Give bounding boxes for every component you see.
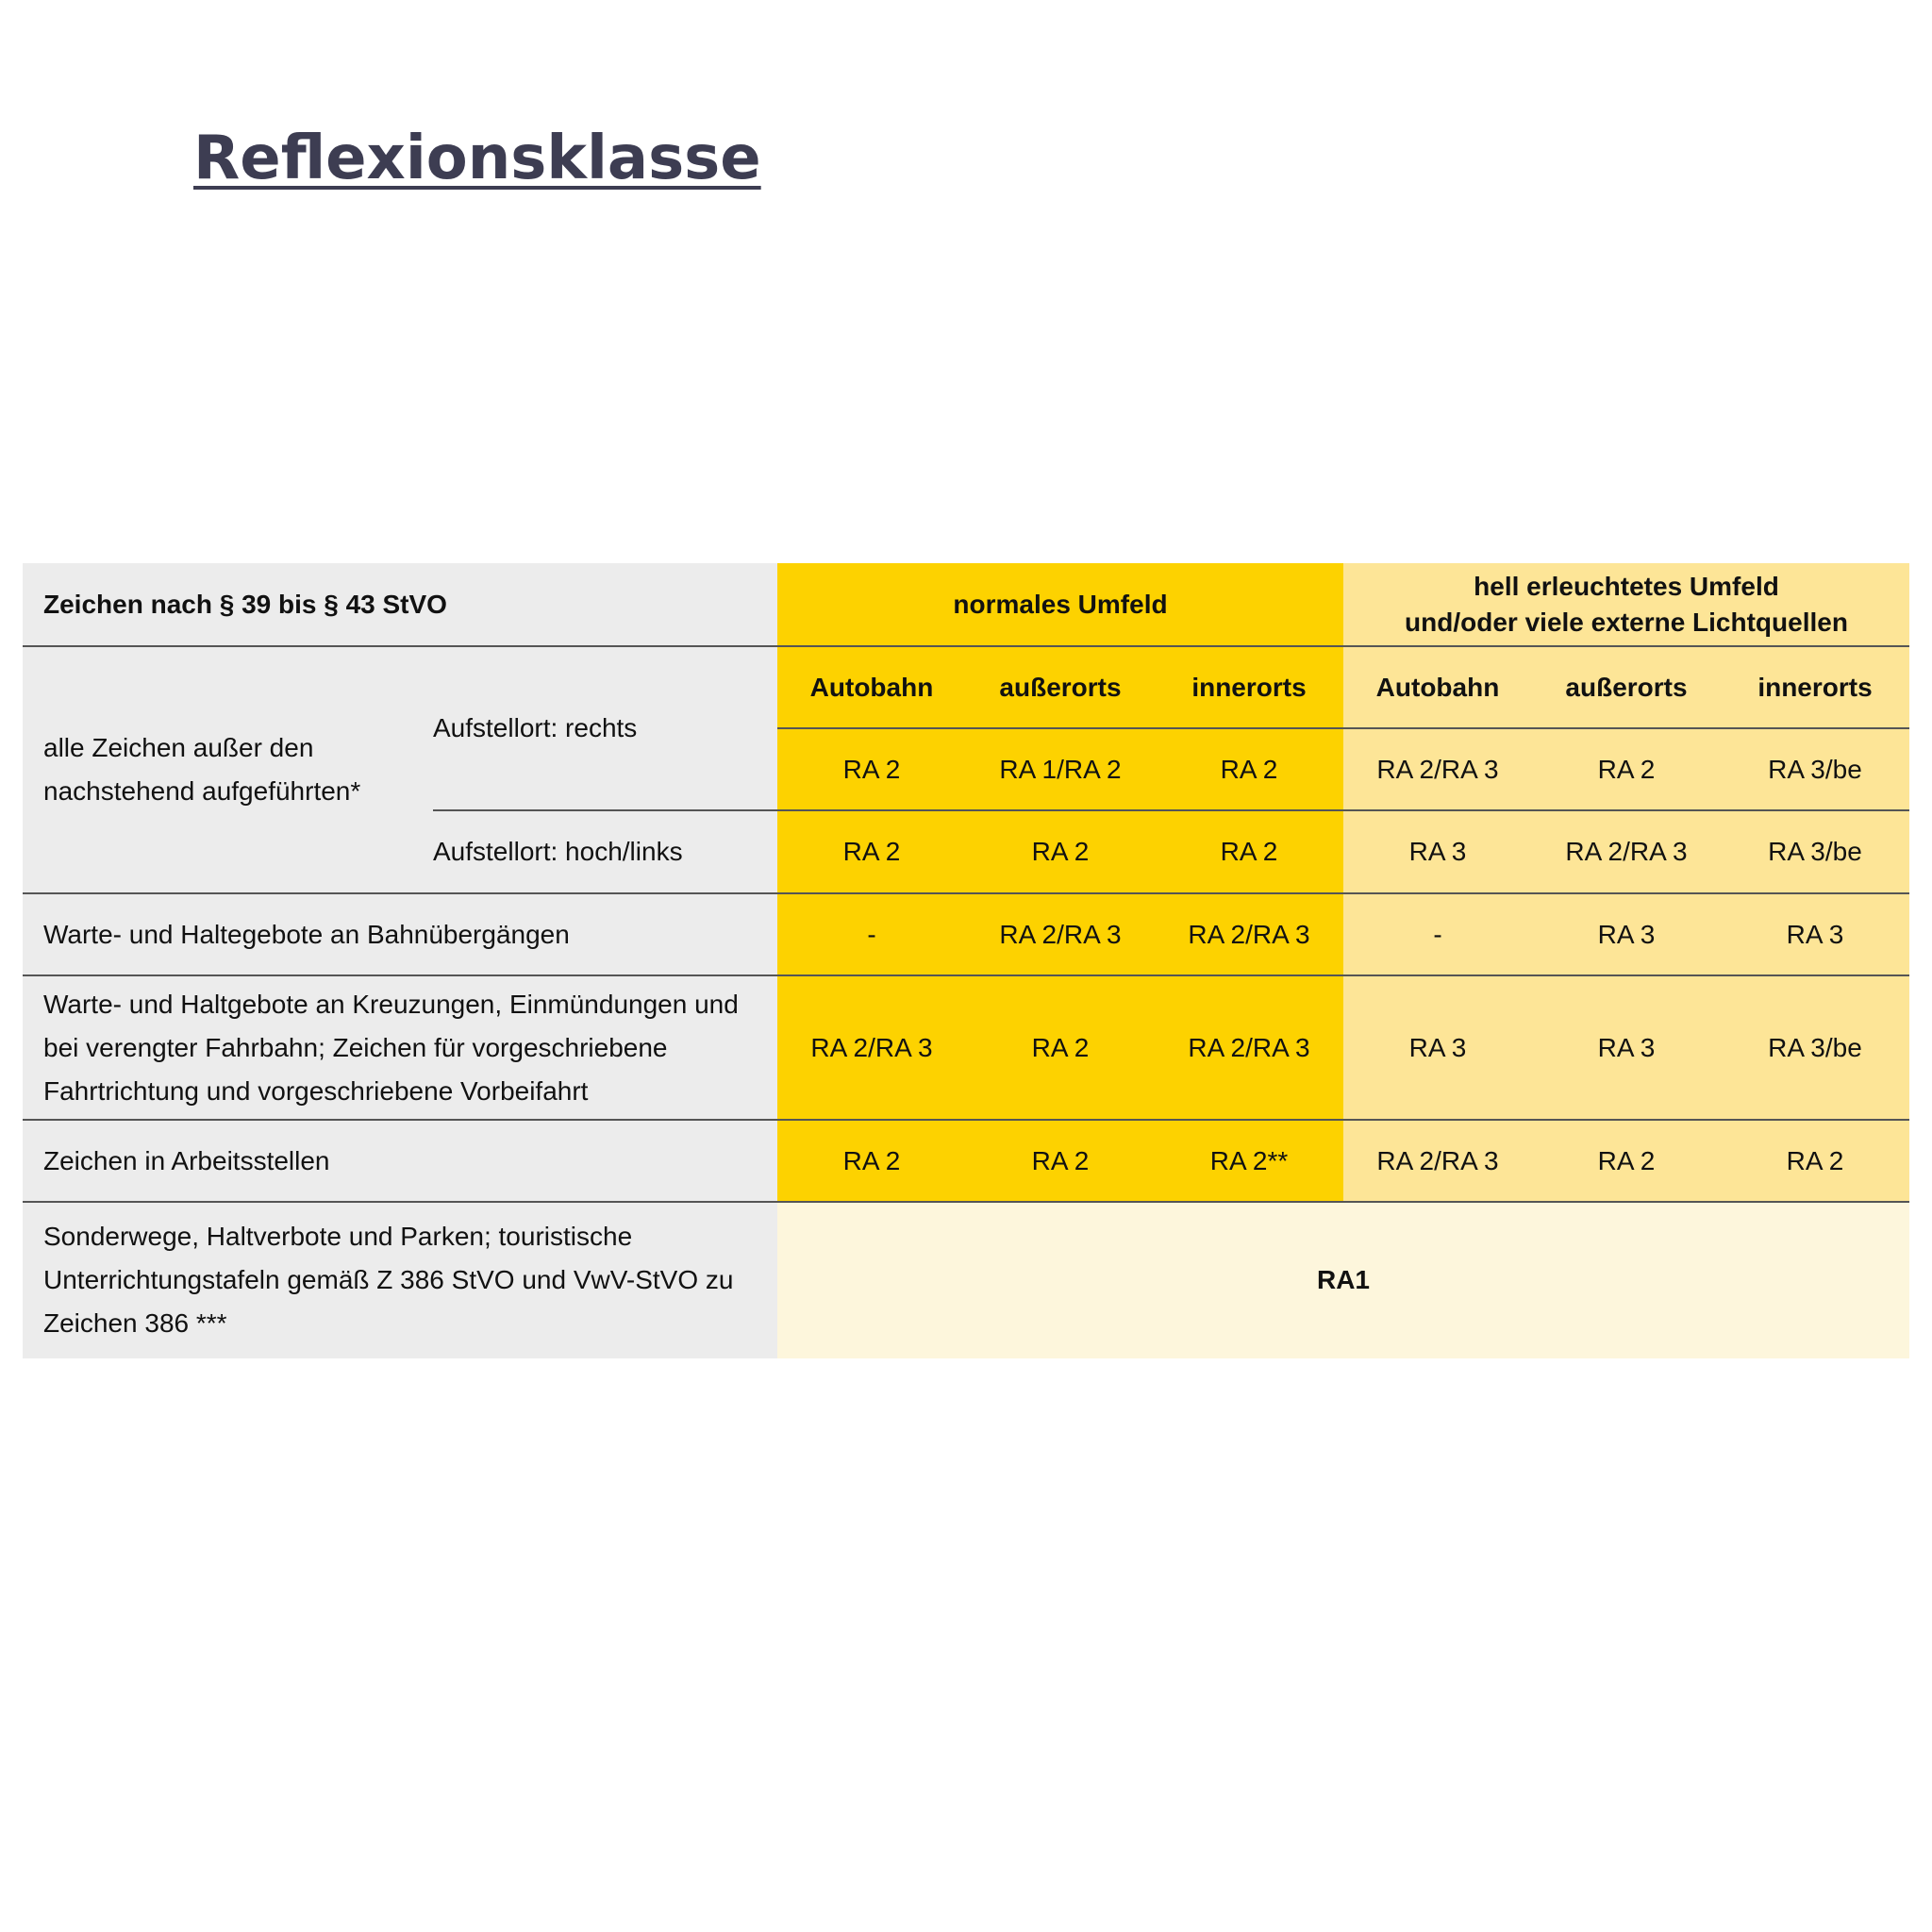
table-cell: RA 2/RA 3	[999, 919, 1122, 949]
group-header-bright	[1343, 563, 1909, 646]
table-cell: RA 3/be	[1768, 1032, 1862, 1062]
row-label: Warte- und Haltegebote an Bahnübergängen	[43, 919, 570, 949]
group-header-bright-line1: hell erleuchtetes Umfeld	[1474, 572, 1779, 601]
table-cell: RA 3/be	[1768, 836, 1862, 866]
row-label: alle Zeichen außer den nachstehend aufgeführten*	[43, 732, 361, 806]
table-cell: RA 3	[1408, 1032, 1467, 1062]
table-cell: RA 2/RA 3	[1188, 1032, 1310, 1062]
table-cell: RA 2	[1786, 1145, 1844, 1175]
table-cell: RA 2	[1597, 1145, 1656, 1175]
row-sublabel: Aufstellort: hoch/links	[433, 836, 683, 866]
row-sublabel: Aufstellort: rechts	[433, 713, 638, 742]
table-cell: RA 2/RA 3	[1565, 836, 1688, 866]
page-title: Reflexionsklasse	[193, 124, 761, 193]
table-cell-merged: RA1	[1316, 1265, 1370, 1294]
column-header: Autobahn	[809, 672, 934, 702]
table-cell: RA 2	[1031, 836, 1090, 866]
row-label: Sonderwege, Haltverbote und Parken; touristische Unterrichtungstafeln gemäß Z 386 StVO und VwV-StVO zu Zeichen 386 ***	[43, 1222, 734, 1338]
table-cell: RA 2**	[1209, 1145, 1289, 1175]
table-cell: RA 2	[1031, 1032, 1090, 1062]
table-cell: -	[867, 919, 876, 949]
column-header: außerorts	[1565, 672, 1688, 702]
table-cell: RA 2/RA 3	[810, 1032, 933, 1062]
table-cell: RA 2	[842, 836, 901, 866]
column-header: innerorts	[1757, 672, 1873, 702]
reflection-class-table	[23, 563, 1909, 1358]
column-header: innerorts	[1191, 672, 1307, 702]
table-cell: RA 3/be	[1768, 754, 1862, 784]
column-header: Autobahn	[1375, 672, 1500, 702]
row-label: Zeichen in Arbeitsstellen	[43, 1145, 330, 1175]
row-label: Warte- und Haltgebote an Kreuzungen, Einmündungen und bei verengter Fahrbahn; Zeichen für vorgeschriebene Fahrtrichtung und vorgeschriebene Vorbeifahrt	[43, 989, 739, 1106]
group-header-normal: normales Umfeld	[953, 590, 1168, 619]
header-corner: Zeichen nach § 39 bis § 43 StVO	[43, 590, 447, 619]
table-cell: RA 2	[1220, 754, 1278, 784]
table-cell: RA 1/RA 2	[999, 754, 1122, 784]
column-header: außerorts	[999, 672, 1122, 702]
table-cell: RA 3	[1786, 919, 1844, 949]
table-cell: RA 3	[1597, 919, 1656, 949]
table-cell: -	[1433, 919, 1442, 949]
table-cell: RA 2	[1031, 1145, 1090, 1175]
table-cell: RA 2/RA 3	[1376, 754, 1499, 784]
table-cell: RA 3	[1597, 1032, 1656, 1062]
group-header-bright-line2: und/oder viele externe Lichtquellen	[1405, 608, 1848, 637]
table-cell: RA 2/RA 3	[1376, 1145, 1499, 1175]
table-cell: RA 3	[1408, 836, 1467, 866]
table-cell: RA 2	[842, 1145, 901, 1175]
table-cell: RA 2	[1597, 754, 1656, 784]
table-cell: RA 2	[842, 754, 901, 784]
table-cell: RA 2/RA 3	[1188, 919, 1310, 949]
table-cell: RA 2	[1220, 836, 1278, 866]
